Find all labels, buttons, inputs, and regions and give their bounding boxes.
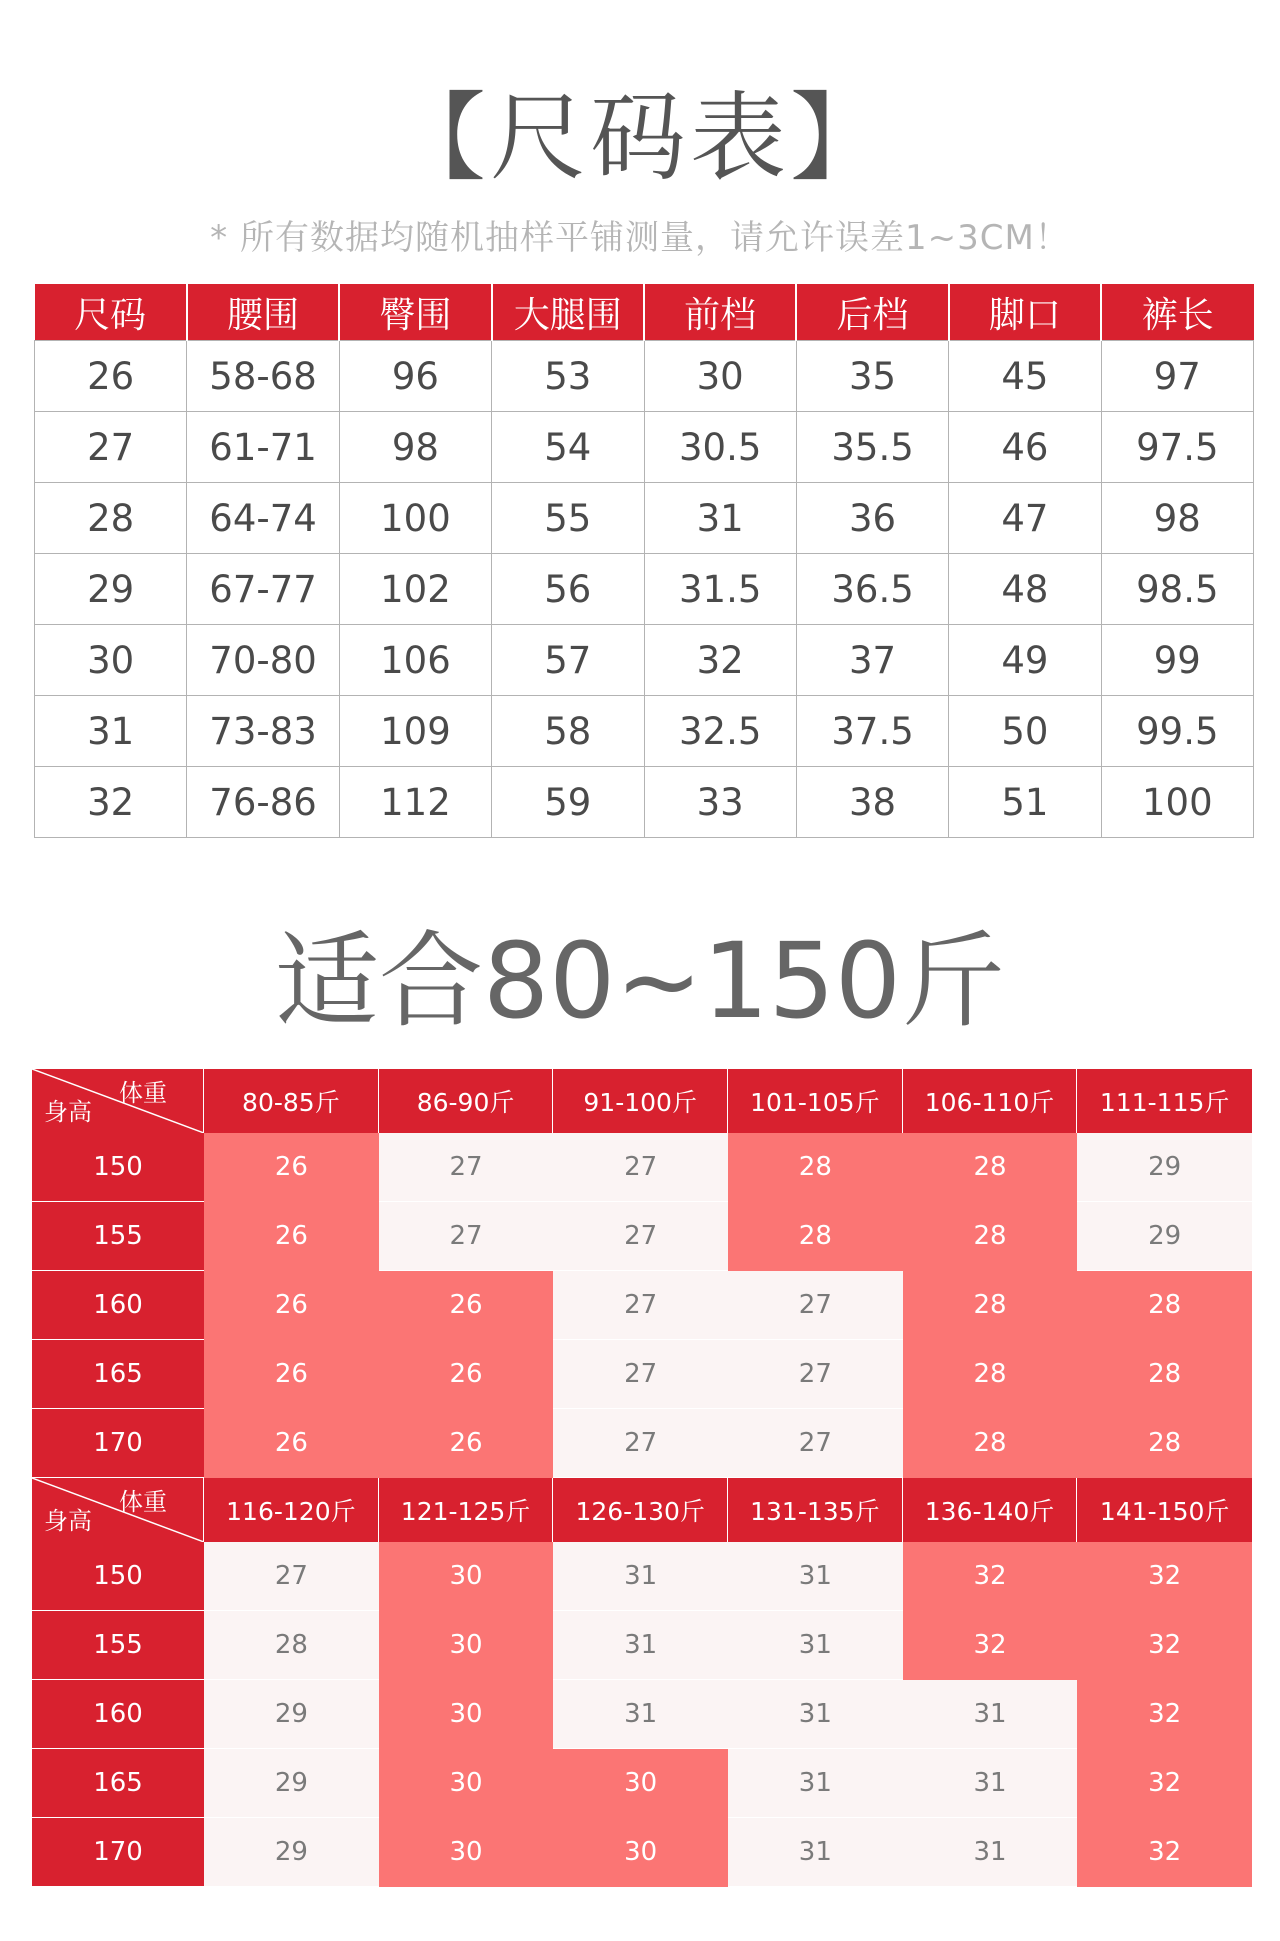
table-cell: 30.5 (644, 412, 796, 483)
recommended-size-cell: 27 (728, 1271, 903, 1340)
recommended-size-cell: 26 (204, 1271, 379, 1340)
header-waist: 腰围 (187, 284, 339, 341)
table-cell: 98.5 (1101, 554, 1253, 625)
recommend-grid-light (32, 1069, 1252, 1478)
table-cell: 35 (796, 341, 948, 412)
table-cell: 49 (949, 625, 1101, 696)
table-cell: 100 (339, 483, 491, 554)
recommended-size-cell: 30 (379, 1818, 554, 1887)
corner-weight-label: 体重 (119, 1488, 168, 1516)
weight-range-headline: 适合80~150斤 (275, 920, 1005, 1042)
table-cell: 61-71 (187, 412, 339, 483)
recommended-size-cell: 32 (1077, 1680, 1252, 1749)
recommended-size-cell: 28 (903, 1271, 1078, 1340)
recommended-size-cell: 28 (903, 1202, 1078, 1271)
recommended-size-cell: 27 (553, 1271, 728, 1340)
recommended-size-cell: 27 (204, 1542, 379, 1611)
height-label: 160 (32, 1271, 204, 1340)
height-label: 150 (32, 1542, 204, 1611)
recommended-size-cell: 32 (1077, 1749, 1252, 1818)
recommended-size-cell: 31 (553, 1611, 728, 1680)
table-cell: 99 (1101, 625, 1253, 696)
weight-range-header: 121-125斤 (379, 1478, 554, 1542)
table-cell: 30 (35, 625, 187, 696)
recommended-size-cell: 26 (204, 1133, 379, 1202)
recommended-size-cell: 27 (553, 1409, 728, 1478)
table-cell: 26 (35, 341, 187, 412)
table-cell: 28 (35, 483, 187, 554)
recommended-size-cell: 26 (204, 1202, 379, 1271)
grid-row (32, 1542, 1252, 1611)
recommended-size-cell: 31 (903, 1749, 1078, 1818)
weight-range-header: 91-100斤 (553, 1069, 728, 1133)
table-cell: 38 (796, 767, 948, 838)
recommended-size-cell: 30 (379, 1680, 554, 1749)
table-row (35, 554, 1254, 625)
table-cell: 70-80 (187, 625, 339, 696)
measurement-note: * 所有数据均随机抽样平铺测量，请允许误差1~3CM！ (210, 218, 1070, 258)
weight-range-header: 101-105斤 (728, 1069, 903, 1133)
table-cell: 33 (644, 767, 796, 838)
table-cell: 50 (949, 696, 1101, 767)
recommended-size-cell: 31 (553, 1542, 728, 1611)
header-thigh: 大腿围 (492, 284, 644, 341)
recommended-size-cell: 28 (1077, 1271, 1252, 1340)
table-cell: 27 (35, 412, 187, 483)
recommended-size-cell: 28 (1077, 1340, 1252, 1409)
recommended-size-cell: 29 (204, 1818, 379, 1887)
table-cell: 37.5 (796, 696, 948, 767)
weight-range-header: 80-85斤 (204, 1069, 379, 1133)
table-row (35, 412, 1254, 483)
table-cell: 36 (796, 483, 948, 554)
table-cell: 31.5 (644, 554, 796, 625)
recommended-size-cell: 32 (1077, 1818, 1252, 1887)
recommended-size-cell: 26 (204, 1409, 379, 1478)
table-row (35, 767, 1254, 838)
grid-row (32, 1680, 1252, 1749)
height-label: 170 (32, 1409, 204, 1478)
table-cell: 58-68 (187, 341, 339, 412)
recommended-size-cell: 26 (379, 1340, 554, 1409)
grid-corner-cell (32, 1069, 204, 1133)
recommended-size-cell: 31 (728, 1749, 903, 1818)
grid-row (32, 1749, 1252, 1818)
recommended-size-cell: 26 (379, 1271, 554, 1340)
weight-range-header: 106-110斤 (903, 1069, 1078, 1133)
table-cell: 31 (35, 696, 187, 767)
recommended-size-cell: 32 (1077, 1542, 1252, 1611)
table-cell: 67-77 (187, 554, 339, 625)
recommended-size-cell: 27 (728, 1340, 903, 1409)
table-cell: 58 (492, 696, 644, 767)
table-cell: 35.5 (796, 412, 948, 483)
weight-range-header: 111-115斤 (1077, 1069, 1252, 1133)
grid-header-row (32, 1069, 1252, 1133)
table-cell: 48 (949, 554, 1101, 625)
recommended-size-cell: 27 (553, 1202, 728, 1271)
recommended-size-cell: 31 (728, 1611, 903, 1680)
recommended-size-cell: 26 (204, 1340, 379, 1409)
recommended-size-cell: 29 (204, 1680, 379, 1749)
height-label: 170 (32, 1818, 204, 1887)
recommended-size-cell: 31 (553, 1680, 728, 1749)
table-cell: 96 (339, 341, 491, 412)
recommended-size-cell: 31 (903, 1818, 1078, 1887)
recommended-size-cell: 31 (903, 1680, 1078, 1749)
recommended-size-cell: 28 (204, 1611, 379, 1680)
grid-corner-cell (32, 1478, 204, 1542)
recommended-size-cell: 31 (728, 1680, 903, 1749)
recommended-size-cell: 27 (728, 1409, 903, 1478)
table-cell: 106 (339, 625, 491, 696)
recommended-size-cell: 30 (553, 1818, 728, 1887)
table-cell: 97.5 (1101, 412, 1253, 483)
header-back-rise: 后档 (796, 284, 948, 341)
table-cell: 55 (492, 483, 644, 554)
table-cell: 32 (35, 767, 187, 838)
header-leg-opening: 脚口 (949, 284, 1101, 341)
weight-range-header: 126-130斤 (553, 1478, 728, 1542)
table-row (35, 625, 1254, 696)
table-row (35, 696, 1254, 767)
table-cell: 76-86 (187, 767, 339, 838)
grid-row (32, 1340, 1252, 1409)
height-label: 160 (32, 1680, 204, 1749)
table-cell: 64-74 (187, 483, 339, 554)
page-title: 【尺码表】 (390, 82, 890, 194)
recommended-size-cell: 30 (553, 1749, 728, 1818)
table-cell: 112 (339, 767, 491, 838)
table-row (35, 483, 1254, 554)
table-cell: 56 (492, 554, 644, 625)
table-cell: 99.5 (1101, 696, 1253, 767)
header-size: 尺码 (35, 284, 187, 341)
corner-height-label: 身高 (44, 1098, 92, 1126)
table-cell: 53 (492, 341, 644, 412)
recommended-size-cell: 28 (903, 1133, 1078, 1202)
recommended-size-cell: 26 (379, 1409, 554, 1478)
recommended-size-cell: 29 (204, 1749, 379, 1818)
header-length: 裤长 (1101, 284, 1253, 341)
table-cell: 51 (949, 767, 1101, 838)
table-cell: 98 (1101, 483, 1253, 554)
grid-row (32, 1409, 1252, 1478)
table-cell: 36.5 (796, 554, 948, 625)
grid-row (32, 1818, 1252, 1887)
size-chart-header-row (35, 284, 1254, 341)
table-cell: 59 (492, 767, 644, 838)
weight-range-header: 141-150斤 (1077, 1478, 1252, 1542)
grid-row (32, 1133, 1252, 1202)
table-cell: 47 (949, 483, 1101, 554)
table-cell: 32.5 (644, 696, 796, 767)
grid-row (32, 1202, 1252, 1271)
recommended-size-cell: 27 (379, 1202, 554, 1271)
recommended-size-cell: 28 (903, 1340, 1078, 1409)
table-cell: 98 (339, 412, 491, 483)
table-cell: 102 (339, 554, 491, 625)
recommended-size-cell: 30 (379, 1542, 554, 1611)
table-cell: 46 (949, 412, 1101, 483)
recommended-size-cell: 27 (553, 1340, 728, 1409)
corner-weight-label: 体重 (119, 1079, 168, 1107)
recommended-size-cell: 30 (379, 1749, 554, 1818)
table-cell: 109 (339, 696, 491, 767)
height-label: 155 (32, 1202, 204, 1271)
recommend-grid-heavy (32, 1478, 1252, 1887)
table-cell: 45 (949, 341, 1101, 412)
grid-row (32, 1271, 1252, 1340)
header-front-rise: 前档 (644, 284, 796, 341)
height-label: 165 (32, 1340, 204, 1409)
table-cell: 54 (492, 412, 644, 483)
weight-range-header: 116-120斤 (204, 1478, 379, 1542)
recommended-size-cell: 30 (379, 1611, 554, 1680)
grid-row (32, 1611, 1252, 1680)
table-cell: 32 (644, 625, 796, 696)
weight-range-header: 86-90斤 (379, 1069, 554, 1133)
recommended-size-cell: 28 (1077, 1409, 1252, 1478)
height-label: 155 (32, 1611, 204, 1680)
table-cell: 57 (492, 625, 644, 696)
recommended-size-cell: 28 (728, 1133, 903, 1202)
recommended-size-cell: 29 (1077, 1133, 1252, 1202)
recommended-size-cell: 27 (553, 1133, 728, 1202)
recommended-size-cell: 31 (728, 1818, 903, 1887)
height-label: 165 (32, 1749, 204, 1818)
recommended-size-cell: 32 (903, 1611, 1078, 1680)
weight-range-header: 136-140斤 (903, 1478, 1078, 1542)
table-cell: 29 (35, 554, 187, 625)
recommended-size-cell: 28 (728, 1202, 903, 1271)
recommended-size-cell: 29 (1077, 1202, 1252, 1271)
size-chart-table (34, 284, 1254, 838)
recommended-size-cell: 28 (903, 1409, 1078, 1478)
grid-header-row (32, 1478, 1252, 1542)
table-cell: 100 (1101, 767, 1253, 838)
recommended-size-cell: 27 (379, 1133, 554, 1202)
header-hip: 臀围 (339, 284, 491, 341)
recommended-size-cell: 32 (903, 1542, 1078, 1611)
table-row (35, 341, 1254, 412)
height-label: 150 (32, 1133, 204, 1202)
table-cell: 37 (796, 625, 948, 696)
table-cell: 30 (644, 341, 796, 412)
weight-range-header: 131-135斤 (728, 1478, 903, 1542)
recommended-size-cell: 32 (1077, 1611, 1252, 1680)
recommended-size-cell: 31 (728, 1542, 903, 1611)
corner-height-label: 身高 (44, 1507, 92, 1535)
table-cell: 73-83 (187, 696, 339, 767)
table-cell: 97 (1101, 341, 1253, 412)
table-cell: 31 (644, 483, 796, 554)
